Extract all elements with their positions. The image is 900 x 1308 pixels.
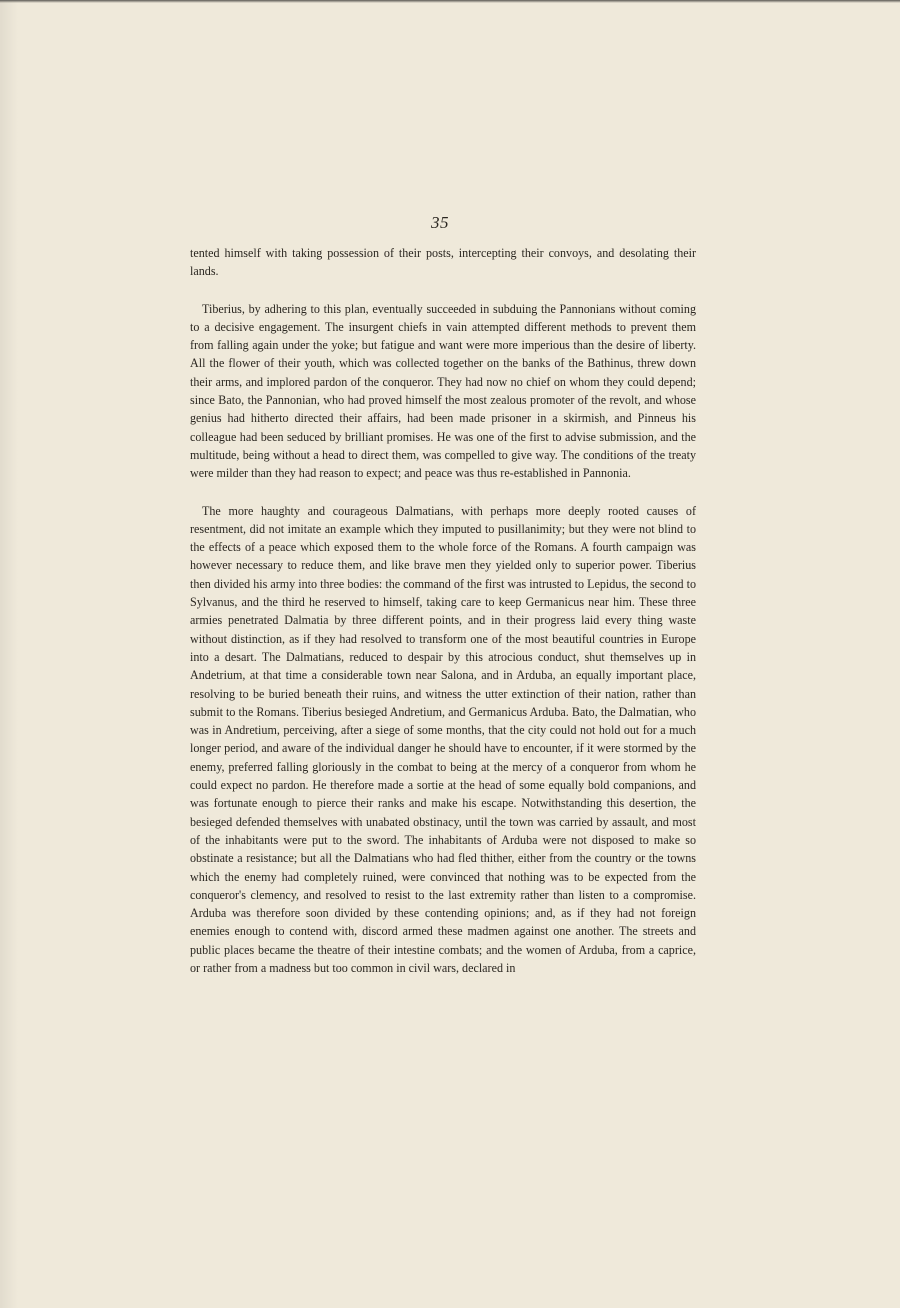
body-text bbox=[190, 244, 696, 977]
page-number: 35 bbox=[431, 213, 449, 232]
page-top-edge bbox=[0, 0, 900, 3]
paragraph-gap bbox=[190, 281, 696, 300]
paragraph-continuation: tented himself with taking possession of their posts, intercepting their convoys, and desolating their lands. bbox=[190, 246, 696, 279]
paragraph-gap bbox=[190, 483, 696, 502]
paragraph-pannonians: Tiberius, by adhering to this plan, eventually succeeded in subduing the Pannonians without coming to a decisive engagement. The insurgent chiefs in vain attempted different methods to prevent them from falling again under the yoke; but fatigue and want were more imperious than the desire of liberty. All the flower of their youth, which was collected together on the banks of the Bathinus, threw down their arms, and implored pardon of the conqueror. They had now no chief on whom they could depend; since Bato, the Pannonian, who had proved himself the most zealous promoter of the revolt, and whose genius had hitherto directed their affairs, had been made prisoner in a skirmish, and Pinneus his colleague had been seduced by brilliant promises. He was one of the first to advise submission, and the multitude, being without a head to direct them, was compelled to give way. The conditions of the treaty were milder than they had reason to expect; and peace was thus re-established in Pannonia. bbox=[190, 301, 696, 481]
paragraph-dalmatians: The more haughty and courageous Dalmatians, with perhaps more deeply rooted causes of resentment, did not imitate an example which they imputed to pusillanimity; but they were not blind to the effects of a peace which exposed them to the whole force of the Romans. A fourth campaign was however necessary to reduce them, and like brave men they yielded only to superior power. Tiberius then divided his army into three bodies: the command of the first was intrusted to Lepidus, the second to Sylvanus, and the third he reserved to himself, taking care to keep Germanicus near him. These three armies penetrated Dalmatia by three different points, and in their progress laid every thing waste without distinction, as if they had resolved to transform one of the most beautiful countries in Europe into a desart. The Dalmatians, reduced to despair by this atrocious conduct, shut themselves up in Andetrium, at that time a considerable town near Salona, and in Arduba, an equally important place, resolving to be buried beneath their ruins, and witness the utter extinction of their nation, rather than submit to the Romans. Tiberius besieged Andretium, and Germanicus Arduba. Bato, the Dalmatian, who was in Andretium, perceiving, after a siege of some months, that the city could not hold out for a much longer period, and aware of the individual danger he should have to encounter, if it were stormed by the enemy, preferred falling gloriously in the combat to being at the mercy of a conqueror from whom he could expect no pardon. He therefore made a sortie at the head of some equally bold companions, and was fortunate enough to pierce their ranks and make his escape. Notwithstanding this desertion, the besieged defended themselves with unabated obstinacy, until the town was carried by assault, and most of the inhabitants were put to the sword. The inhabitants of Arduba were not disposed to make so obstinate a resistance; but all the Dalmatians who had fled thither, either from the country or the towns which the enemy had completely ruined, were convinced that nothing was to be expected from the conqueror's clemency, and resolved to resist to the last extremity rather than listen to a compromise. Arduba was therefore soon divided by these contending opinions; and, as if they had not foreign enemies enough to contend with, discord armed these madmen against one another. The streets and public places became the theatre of their intestine combats; and the women of Arduba, from a caprice, or rather from a madness but too common in civil wars, declared in bbox=[190, 503, 696, 975]
